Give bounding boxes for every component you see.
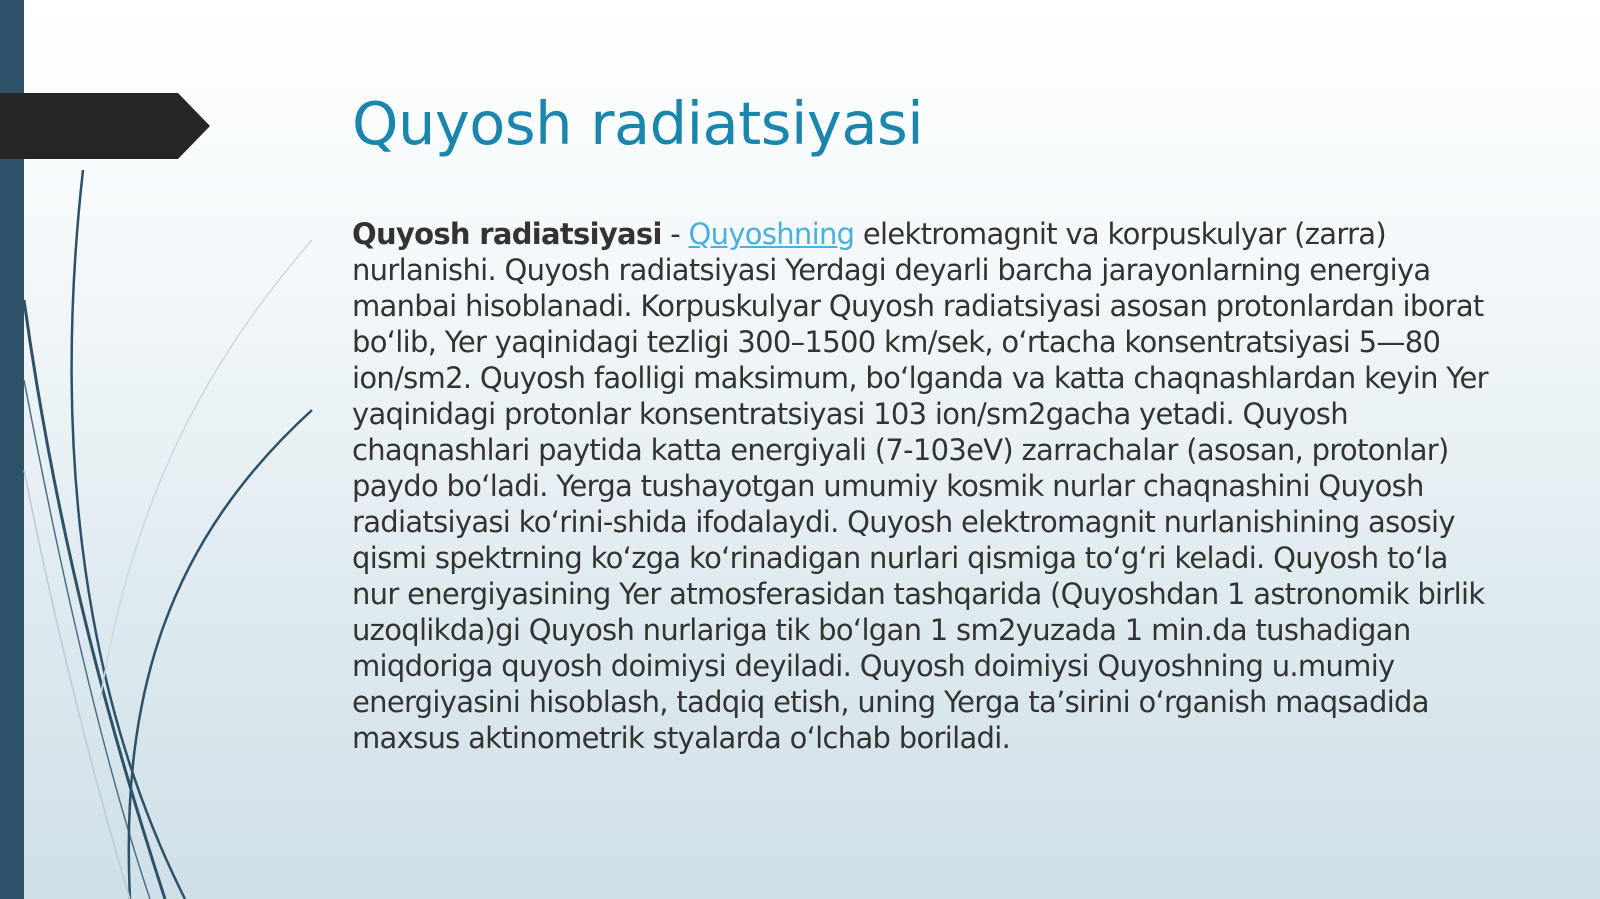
slide-title: Quyosh radiatsiyasi bbox=[352, 89, 924, 158]
body-paragraph: elektromagnit va korpuskulyar (zarra) nurlanishi. Quyosh radiatsiyasi Yerdagi deyarli barcha jarayonlarning energiya manbai hisoblanadi. Korpuskulyar Quyosh radiatsiyasi asosan protonlardan iborat bo‘lib, Yer yaqinidagi tezligi 300–1500 km/sek, o‘rtacha konsentratsiyasi 5—80 ion/sm2. Quyosh faolligi maksimum, bo‘lganda va katta chaqnashlardan keyin Yer yaqinidagi protonlar konsentratsiyasi 103 ion/sm2gacha yetadi. Quyosh chaqnashlari paytida katta energiyali (7-103eV) zarrachalar (asosan, protonlar) paydo bo‘ladi. Yerga tushayotgan umumiy kosmik nurlar chaqnashini Quyosh radiatsiyasi ko‘rini-shida ifodalaydi. Quyosh elektromagnit nurlanishining asosiy qismi spektrning ko‘zga ko‘rinadigan nurlari qismiga to‘g‘ri keladi. Quyosh to‘la nur energiyasining Yer atmosferasidan tashqarida (Quyoshdan 1 astronomik birlik uzoqlikda)gi Quyosh nurlariga tik bo‘lgan 1 sm2yuzada 1 min.da tushadigan miqdoriga quyosh doimiysi deyiladi. Quyosh doimiysi Quyoshning u.mumiy energiyasini hisoblash, tadqiq etish, uning Yerga ta’sirini o‘rganish maqsadida maxsus aktinometrik styalarda o‘lchab boriladi. bbox=[352, 217, 1488, 755]
body-term: Quyosh radiatsiyasi bbox=[352, 217, 662, 251]
body-separator: - bbox=[661, 217, 689, 251]
slide-body bbox=[352, 216, 1502, 756]
title-arrow-shape bbox=[0, 93, 210, 159]
quyoshning-link[interactable]: Quyoshning bbox=[688, 217, 855, 251]
